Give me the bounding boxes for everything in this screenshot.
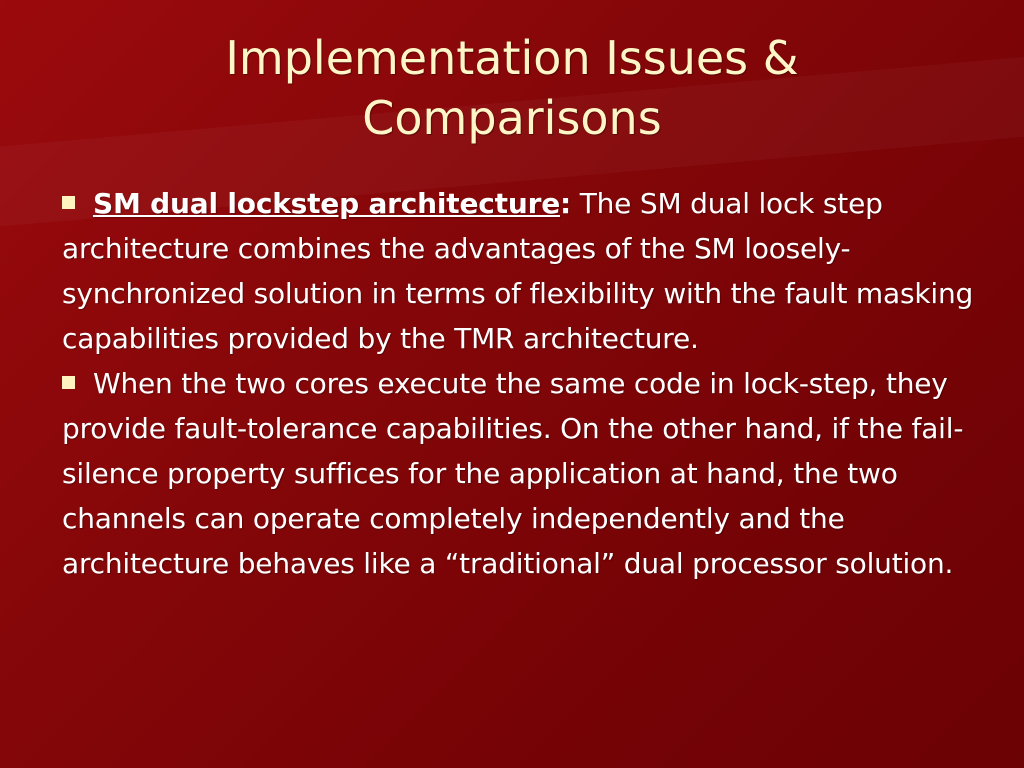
bullet-lead-text: SM dual lockstep architecture bbox=[93, 187, 561, 220]
slide-body bbox=[62, 181, 982, 586]
bullet-lead-colon: : bbox=[560, 187, 572, 220]
square-bullet-icon bbox=[62, 376, 75, 389]
title-line-1: Implementation Issues & bbox=[225, 31, 799, 85]
bullet-text: The SM dual lock step architecture combines the advantages of the SM loosely-synchronized solution in terms of flexibility with the fault masking capabilities provided by the TMR architecture. bbox=[62, 187, 974, 355]
bullet-item-2 bbox=[62, 361, 982, 586]
title-line-2: Comparisons bbox=[362, 91, 662, 145]
bullet-text: When the two cores execute the same code in lock-step, they provide fault-tolerance capabilities. On the other hand, if the fail-silence property suffices for the application at hand, the two channels can operate completely independently and the architecture behaves like a “traditional” dual processor solution. bbox=[62, 367, 964, 580]
bullet-item-1 bbox=[62, 181, 982, 361]
square-bullet-icon bbox=[62, 196, 75, 209]
slide-title bbox=[0, 28, 1024, 148]
